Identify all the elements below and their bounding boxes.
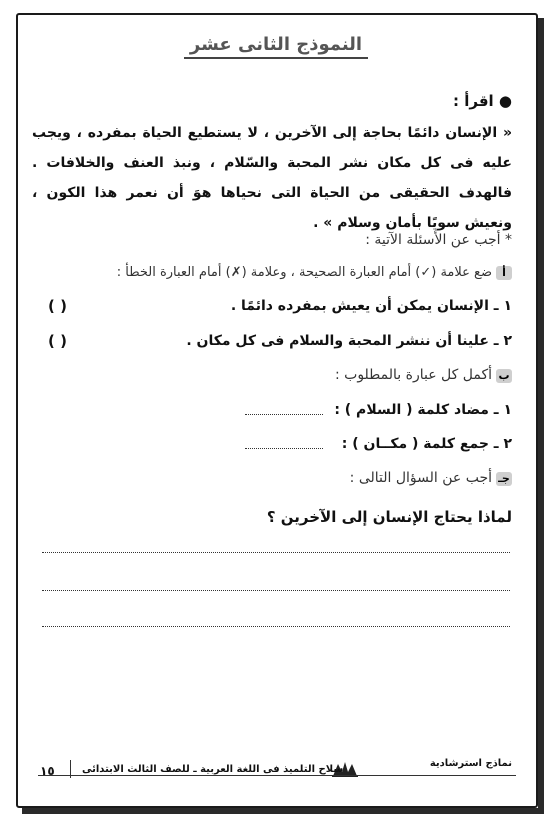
section-c-instruction: جـأجب عن السؤال التالى : xyxy=(350,470,512,486)
read-heading: ● اقرأ : xyxy=(453,92,512,110)
section-a-item-1: ١ ـ الإنسان يمكن أن يعيش بمفرده دائمًا . xyxy=(230,298,512,314)
answer-line-b2[interactable] xyxy=(245,448,323,449)
section-c-badge: جـ xyxy=(496,472,512,486)
page-number: ١٥ xyxy=(40,764,55,778)
footer-rule xyxy=(38,775,516,776)
section-b-item-1: ١ ـ مضاد كلمة ( السلام ) : xyxy=(334,402,512,418)
section-b-badge: ب xyxy=(496,369,512,383)
section-a-badge: أ xyxy=(496,266,512,280)
section-a-instruction: أضع علامة (✓) أمام العبارة الصحيحة ، وعلامة (✗) أمام العبارة الخطأ : xyxy=(117,265,512,280)
answer-line-c1[interactable] xyxy=(42,552,510,553)
reading-passage: « الإنسان دائمًا بحاجة إلى الآخرين ، لا يستطيع الحياة بمفرده ، ويجب عليه فى كل مكان نشر المحبة والسّلام ، ونبذ العنف والخلافات . فالهدف الحقيقى من الحياة التى نحياها هوَ أن نعمر هذا الكون ، ونعيش سويًا بأمان وسلام » . xyxy=(32,125,512,231)
answer-line-b1[interactable] xyxy=(245,414,323,415)
section-b-instruction: بأكمل كل عبارة بالمطلوب : xyxy=(335,367,512,383)
answer-line-c2[interactable] xyxy=(42,590,510,591)
answer-line-c3[interactable] xyxy=(42,626,510,627)
footer-series-label: نماذج استرشادية xyxy=(429,758,512,769)
page-shadow-bottom xyxy=(22,808,544,814)
bullet-icon: ● xyxy=(498,92,512,110)
answer-heading: * أجب عن الأسئلة الآتية : xyxy=(365,232,512,248)
section-c-question: لماذا يحتاج الإنسان إلى الآخرين ؟ xyxy=(266,508,512,526)
page-shadow-right xyxy=(538,18,544,813)
footer-book-title: سلاح التلميذ فى اللغة العربية ـ للصف الثالث الابتدائى xyxy=(82,764,344,775)
page-title: النموذج الثانى عشر xyxy=(0,34,552,55)
answer-box-2[interactable]: ( ) xyxy=(48,332,67,350)
answer-box-1[interactable]: ( ) xyxy=(48,297,67,315)
section-b-item-2: ٢ ـ جمع كلمة ( مكــان ) : xyxy=(341,436,512,452)
footer-divider xyxy=(70,760,71,778)
section-a-item-2: ٢ ـ علينا أن ننشر المحبة والسلام فى كل مكان . xyxy=(186,333,512,349)
